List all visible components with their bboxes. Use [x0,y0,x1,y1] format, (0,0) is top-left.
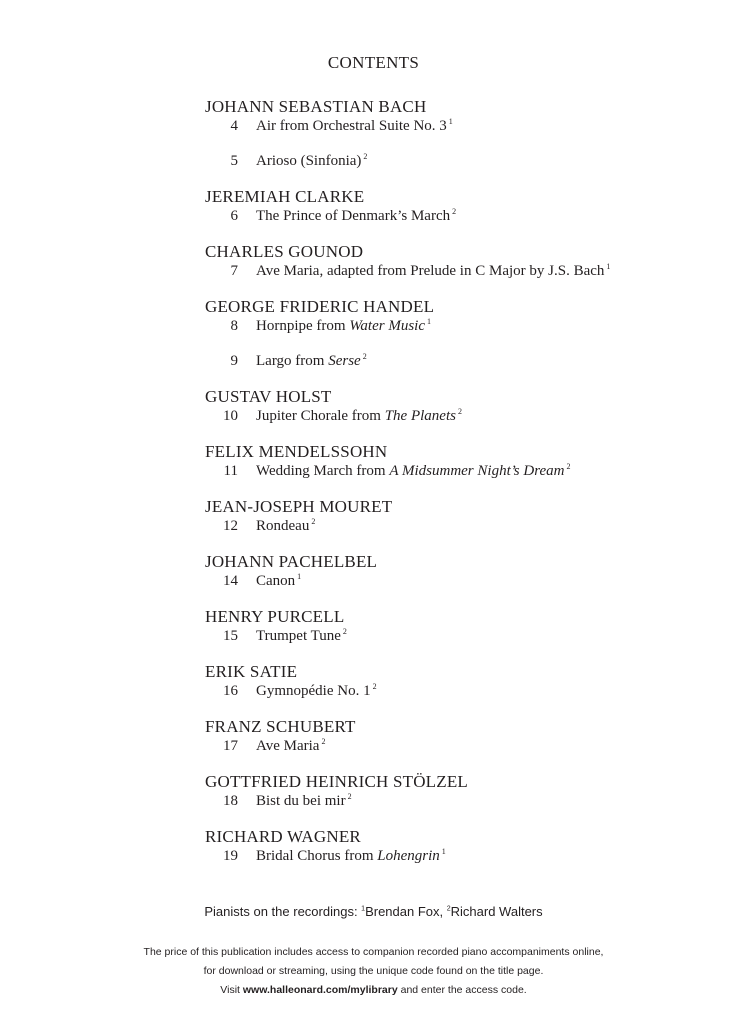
toc-entry [205,117,725,136]
piece-title [256,517,315,536]
composer-section [205,187,725,226]
page-number: 11 [223,463,238,479]
piece-title-text: Bridal Chorus from [256,848,378,864]
composer-section [205,717,725,756]
toc-entry [205,207,725,226]
piece-title-text: Bist du bei mir [256,793,346,809]
page-number: 10 [223,408,238,424]
composer-name: FELIX MENDELSSOHN [205,442,388,461]
pianist-name: Richard Walters [450,904,543,919]
composer-name: GEORGE FRIDERIC HANDEL [205,297,435,316]
piece-title-text: Gymnopédie No. 1 [256,683,371,699]
library-url: www.halleonard.com/mylibrary [242,984,398,996]
pianist-footnote: 2 [362,352,367,361]
notice-line [0,981,747,1000]
composer-name: RICHARD WAGNER [205,827,361,846]
piece-title [256,462,571,481]
pianist-footnote: 2 [452,207,457,216]
page-number: 12 [223,518,238,534]
work-title: The Planets [384,408,456,424]
toc-entry [205,847,725,866]
notice-line: The price of this publication includes access to companion recorded piano accompaniments online, [143,946,604,958]
piece-title [256,407,462,426]
toc-entry [205,682,725,701]
work-title: Serse [328,353,361,369]
piece-title-text: Arioso (Sinfonia) [256,153,362,169]
pianist-footnote: 1 [448,117,453,126]
pianist-footnote: 2 [372,682,377,691]
work-title: Water Music [349,318,426,334]
composer-section [205,442,725,481]
page-number: 8 [230,318,238,334]
work-title: Lohengrin [377,848,440,864]
work-title: A Midsummer Night’s Dream [389,463,565,479]
piece-title [256,572,301,591]
toc-entry [205,792,725,811]
page-number: 16 [223,683,238,699]
toc-entry [205,627,725,646]
pianist-footnote: 1 [441,847,446,856]
piece-title [256,262,610,281]
page-number: 17 [223,738,238,754]
pianist-footnote: 2 [311,517,316,526]
piece-title [256,737,325,756]
pianist-footnote: 2 [342,627,347,636]
pianist-footnote: 1 [297,572,302,581]
page-number: 7 [230,263,238,279]
pianist-footnote: 2 [457,407,462,416]
composer-section [205,772,725,811]
composer-section [205,552,725,591]
page-title: CONTENTS [327,53,420,72]
piece-title [256,317,431,336]
piece-title-text: Canon [256,573,296,589]
piece-title [256,117,453,136]
access-notice [0,943,747,1000]
toc-entry [205,572,725,591]
pianist-footnote: 2 [347,792,352,801]
composer-section [205,607,725,646]
page-number: 5 [230,153,238,169]
composer-section [205,297,725,371]
piece-title-text: Trumpet Tune [256,628,341,644]
piece-title [256,792,352,811]
pianists-credit [0,904,747,919]
notice-text: and enter the access code. [397,984,527,996]
piece-title [256,627,347,646]
composer-section [205,242,725,281]
piece-title [256,682,377,701]
piece-title-text: The Prince of Denmark’s March [256,208,451,224]
piece-title [256,352,367,371]
page-number: 4 [230,118,238,134]
composer-name: GOTTFRIED HEINRICH STÖLZEL [205,772,469,791]
page-number: 19 [223,848,238,864]
composer-name: FRANZ SCHUBERT [205,717,356,736]
toc-entry [205,462,725,481]
toc-entry [205,352,725,371]
composer-name: GUSTAV HOLST [205,387,332,406]
notice-text: Visit [220,984,243,996]
toc-entry [205,262,725,281]
piece-title-text: Wedding March from [256,463,390,479]
pianist-footnote: 2 [566,462,571,471]
pianist-footnote: 1 [427,317,432,326]
page-number: 9 [230,353,238,369]
pianist-footnote: 1 [606,262,611,271]
toc-entry [205,407,725,426]
composer-section [205,97,725,171]
composer-name: ERIK SATIE [205,662,298,681]
piece-title-text: Hornpipe from [256,318,350,334]
pianists-label: Pianists on the recordings: [204,904,362,919]
piece-title [256,207,456,226]
pianist-footnote: 2 [321,737,326,746]
pianist-footnote: 2 [363,152,368,161]
composer-name: CHARLES GOUNOD [205,242,364,261]
piece-title-text: Jupiter Chorale from [256,408,385,424]
composer-section [205,387,725,426]
toc-entry [205,317,725,336]
composer-section [205,827,725,866]
toc-entry [205,517,725,536]
pianist-name: Brendan Fox, [365,904,447,919]
composer-name: JEAN-JOSEPH MOURET [205,497,393,516]
composer-section [205,497,725,536]
composer-name: JOHANN SEBASTIAN BACH [205,97,427,116]
toc-entry [205,152,725,171]
page-number: 15 [223,628,238,644]
footnote-mark: 2 [446,905,451,913]
composer-section [205,662,725,701]
footnote-mark: 1 [361,905,366,913]
piece-title-text: Rondeau [256,518,310,534]
notice-line: for download or streaming, using the unique code found on the title page. [203,965,544,977]
piece-title-text: Ave Maria, adapted from Prelude in C Major by J.S. Bach [256,263,605,279]
page-number: 18 [223,793,238,809]
piece-title-text: Ave Maria [256,738,320,754]
piece-title-text: Largo from [256,353,329,369]
piece-title [256,152,367,171]
table-of-contents [205,97,725,882]
piece-title [256,847,446,866]
page-number: 6 [230,208,238,224]
page-number: 14 [223,573,238,589]
composer-name: JOHANN PACHELBEL [205,552,378,571]
piece-title-text: Air from Orchestral Suite No. 3 [256,118,447,134]
composer-name: JEREMIAH CLARKE [205,187,365,206]
composer-name: HENRY PURCELL [205,607,345,626]
toc-entry [205,737,725,756]
